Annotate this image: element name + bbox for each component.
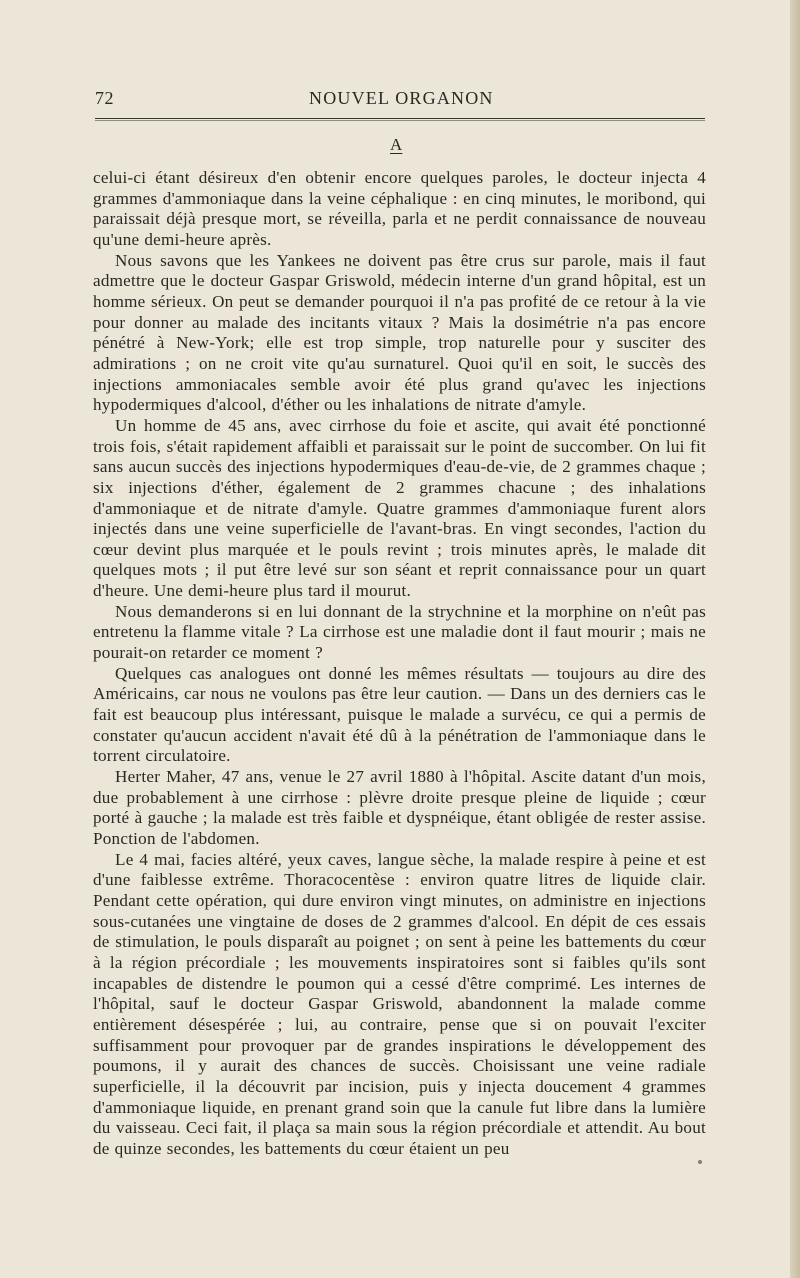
paragraph: Nous savons que les Yankees ne doivent pas être crus sur parole, mais il faut admettre que le docteur Gaspar Griswold, médecin interne d'un grand hôpital, est un homme sérieux. On peut se demander pourquoi il n'a pas profité de ce retour à la vie pour donner au malade des incitants vitaux ? Mais la dosimétrie n'a pas encore pénétré à New-York; elle est trop simple, trop naturelle pour y susciter des admirations ; on ne croit vite qu'au surnaturel. Quoi qu'il en soit, le succès des injections ammoniacales semble avoir été plus grand qu'avec les injections hypodermiques d'alcool, d'éther ou les inhalations de nitrate d'amyle. [93, 250, 706, 415]
page-number: 72 [95, 88, 114, 108]
running-title: NOUVEL ORGANON [309, 88, 494, 108]
body-text [93, 168, 706, 1160]
paragraph: celui-ci étant désireux d'en obtenir encore quelques paroles, le docteur injecta 4 grammes d'ammoniaque dans la veine céphalique : en cinq minutes, le moribond, qui paraissait déjà presque mort, se réveilla, parla et ne perdit connaissance de nouveau qu'une demi-heure après. [93, 168, 706, 249]
ink-speck [698, 1160, 702, 1164]
page-edge-shadow [790, 0, 800, 1278]
running-header [95, 88, 705, 114]
header-rule [95, 118, 705, 119]
header-rule-secondary [95, 120, 705, 121]
paragraph: Nous demanderons si en lui donnant de la strychnine et la morphine on n'eût pas entretenu la flamme vitale ? La cirrhose est une maladie dont il faut mourir ; mais ne pourait-on retarder ce moment ? [93, 601, 706, 663]
paragraph: Quelques cas analogues ont donné les mêmes résultats — toujours au dire des Américains, car nous ne voulons pas être leur caution. — Dans un des derniers cas le fait est beaucoup plus intéressant, puisque le malade a survécu, ce qui a permis de constater qu'aucun accident n'avait été dû à la pénétration de l'ammoniaque dans le torrent circulatoire. [93, 663, 706, 766]
paragraph: Herter Maher, 47 ans, venue le 27 avril 1880 à l'hôpital. Ascite datant d'un mois, due probablement à une cirrhose : plèvre droite presque pleine de liquide ; cœur porté à gauche ; la malade est très faible et dyspnéique, étant obligée de rester assise. Ponction de l'abdomen. [93, 767, 706, 848]
paragraph: Un homme de 45 ans, avec cirrhose du foie et ascite, qui avait été ponctionné trois fois, s'était rapidement affaibli et paraissait sur le point de succomber. On lui fit sans aucun succès des injections hypodermiques d'eau-de-vie, de 2 grammes chaque ; six injections d'éther, également de 2 grammes chacune ; des inhalations d'ammoniaque et de nitrate d'amyle. Quatre grammes d'ammoniaque furent alors injectés dans une veine superficielle de l'avant-bras. En vingt secondes, l'action du cœur devint plus marquée et le pouls revint ; trois minutes après, le malade dit quelques mots ; il put être levé sur son séant et reprit connaissance pour un quart d'heure. Une demi-heure plus tard il mourut. [93, 415, 706, 601]
section-letter: A [390, 135, 403, 154]
paragraph: Le 4 mai, facies altéré, yeux caves, langue sèche, la malade respire à peine et est d'une faiblesse extrême. Thoracocentèse : environ quatre litres de liquide clair. Pendant cette opération, qui dure environ vingt minutes, on administre en injections sous-cutanées une vingtaine de doses de 2 grammes d'alcool. En dépit de ces essais de stimulation, le pouls disparaît au poignet ; on sent à peine les battements du cœur à la région précordiale ; les mouvements inspiratoires sont si faibles qu'ils sont incapables de distendre le poumon qui a cessé d'être comprimé. Les internes de l'hôpital, sauf le docteur Gaspar Griswold, abandonnent la malade comme entièrement désespérée ; lui, au contraire, pense que si on pouvait l'exciter suffisamment pour provoquer par de grandes inspirations le développement des poumons, il y aurait des chances de succès. Choisissant une veine radiale superficielle, il la découvrit par incision, puis y injecta doucement 4 grammes d'ammoniaque liquide, en prenant grand soin que la canule fut libre dans la lumière du vaisseau. Ceci fait, il plaça sa main sous la région précordiale et attendit. Au bout de quinze secondes, les battements du cœur étaient un peu [93, 849, 706, 1158]
